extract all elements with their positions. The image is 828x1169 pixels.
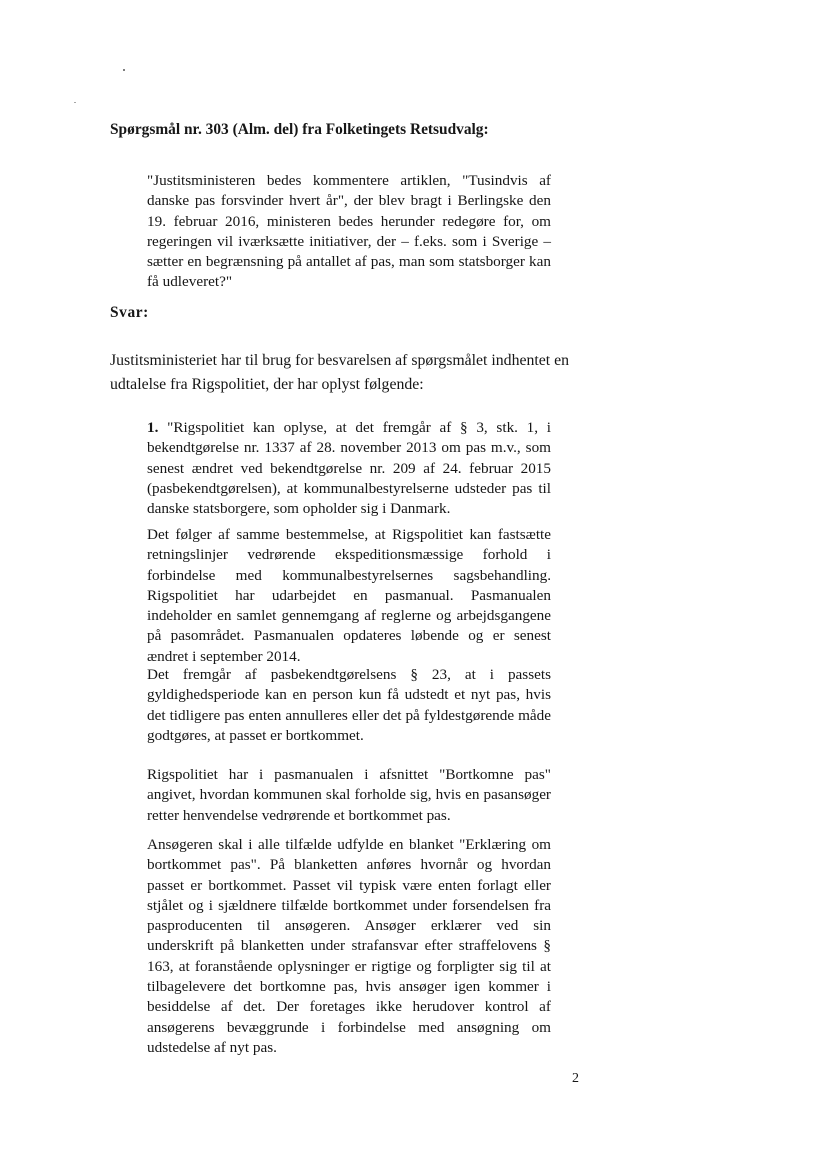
paragraph-text: "Rigspolitiet kan oplyse, at det fremgår af § 3, stk. 1, i bekendtgørelse nr. 1337 af 28. november 2013 om pas m.v., som senest ændret ved bekendtgørelse nr. 209 af 24. februar 2015 (pasbekendtgørelsen), at kommunalbestyrelserne udsteder pas til danske statsborgere, som opholder sig i Danmark. [147, 419, 552, 518]
item-number: 1. [147, 419, 159, 436]
scan-speck [74, 102, 76, 103]
answer-paragraph: Det følger af samme bestemmelse, at Rigspolitiet kan fastsætte retningslinjer vedrørende ekspeditionsmæssige forhold i forbindelse med kommunalbestyrelsernes sagsbehandling. Rigspolitiet har udarbejdet en pasmanual. Pasmanualen indeholder en samlet gennemgang af reglerne og arbejdsgangene på pasområdet. Pasmanualen opdateres løbende og er senest ændret i september 2014. [147, 526, 551, 665]
answer-heading: Svar: [110, 304, 149, 321]
answer-paragraph [147, 418, 551, 519]
question-text: "Justitsministeren bedes kommentere artiklen, "Tusindvis af danske pas forsvinder hvert år", der blev bragt i Berlingske den 19. februar 2016, ministeren bedes herunder redegøre for, om regeringen vil iværksætte initiativer, der – f.eks. som i Sverige – sætter en begrænsning på antallet af pas, man som statsborger kan få udleveret?" [147, 172, 551, 291]
answer-paragraph: Ansøgeren skal i alle tilfælde udfylde en blanket "Erklæring om bortkommet pas". På blanketten anføres hvornår og hvordan passet er bortkommet. Passet vil typisk være enten forlagt eller stjålet og i sjældnere tilfælde bortkommet under forsendelsen fra pasproducenten til ansøgeren. Ansøger erklærer ved sin underskrift på blanketten under strafansvar efter straffelovens § 163, at foranstående oplysninger er rigtige og forpligter sig til at tilbagelevere det bortkomne pas, hvis ansøger igen kommer i besiddelse af det. Der foretages ikke herudover kontrol af ansøgerens bevæggrunde i forbindelse med ansøgning om udstedelse af nyt pas. [147, 836, 551, 1056]
scan-speck [123, 69, 125, 71]
answer-paragraph: Rigspolitiet har i pasmanualen i afsnittet "Bortkomne pas" angivet, hvordan kommunen skal forholde sig, hvis en pasansøger retter henvendelse vedrørende et bortkommet pas. [147, 766, 551, 824]
answer-intro: Justitsministeriet har til brug for besvarelsen af spørgsmålet indhentet en udtalelse fra Rigspolitiet, der har oplyst følgende: [110, 352, 570, 393]
question-heading: Spørgsmål nr. 303 (Alm. del) fra Folketingets Retsudvalg: [110, 121, 489, 138]
answer-paragraph: Det fremgår af pasbekendtgørelsens § 23, at i passets gyldighedsperiode kan en person kun få udstedt et nyt pas, hvis det tidligere pas enten annulleres eller det på fyldestgørende måde godtgøres, at passet er bortkommet. [147, 666, 551, 744]
page-number: 2 [572, 1071, 579, 1086]
